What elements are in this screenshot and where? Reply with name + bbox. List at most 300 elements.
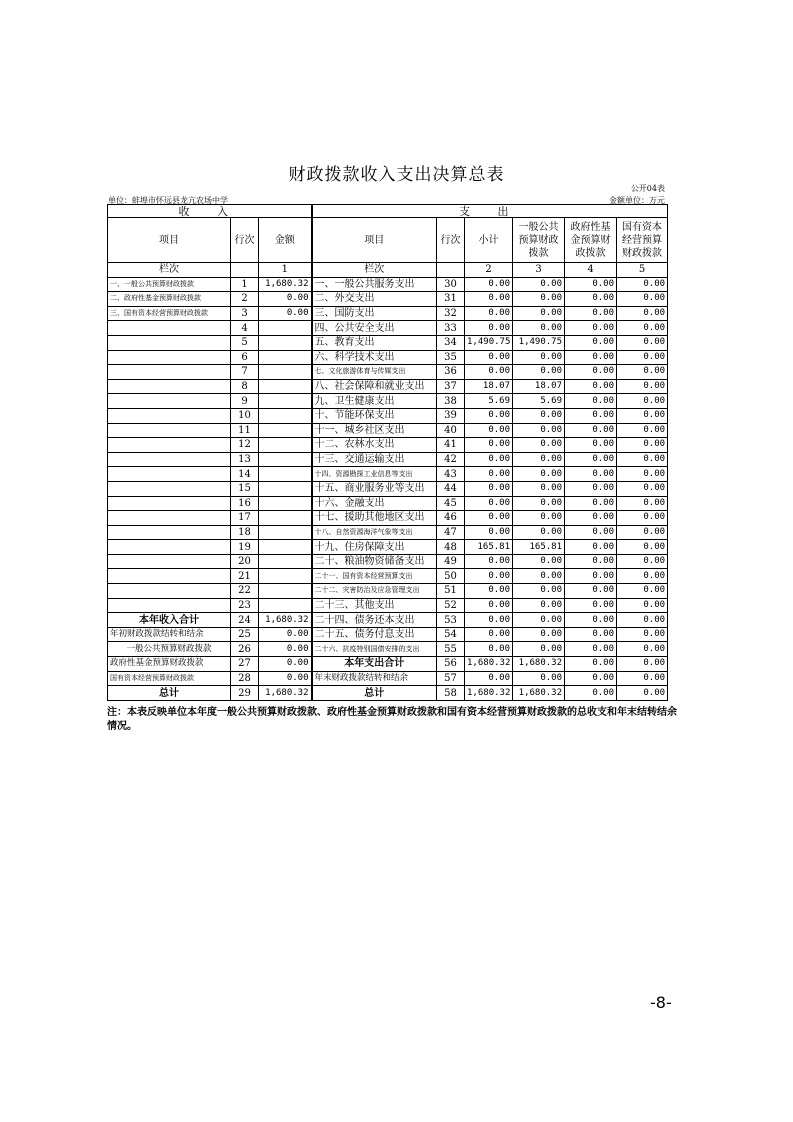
expense-general: 5.69 [513,394,565,409]
income-amount [259,365,312,380]
income-amount [259,496,312,511]
budget-table [107,204,668,701]
money-unit: 金额单位：万元 [609,196,665,205]
table-row [108,306,668,321]
income-line: 23 [231,598,259,613]
income-item: 三、国有资本经营预算财政拨款 [108,306,231,321]
expense-item: 十六、金融支出 [312,496,437,511]
income-amount [259,394,312,409]
income-item [108,496,231,511]
table-row [108,321,668,336]
income-line: 18 [231,525,259,540]
expense-fund: 0.00 [565,423,617,438]
expense-state: 0.00 [617,365,668,380]
expense-fund: 0.00 [565,467,617,482]
header-exp-item: 项目 [312,218,437,263]
table-row [108,350,668,365]
income-item [108,335,231,350]
expense-fund: 0.00 [565,438,617,453]
col-index-4: 4 [565,263,617,278]
expense-general: 0.00 [513,423,565,438]
expense-line: 54 [437,627,465,642]
table-row [108,423,668,438]
expense-general: 0.00 [513,627,565,642]
expense-state: 0.00 [617,277,668,292]
expense-fund: 0.00 [565,321,617,336]
expense-general: 0.00 [513,598,565,613]
expense-line: 58 [437,686,465,701]
income-item [108,540,231,555]
expense-subtotal: 0.00 [465,292,513,307]
expense-general: 165.81 [513,540,565,555]
income-line: 28 [231,671,259,686]
expense-line: 34 [437,335,465,350]
income-amount [259,379,312,394]
col-index-label: 栏次 [108,263,231,278]
expense-item: 十二、农林水支出 [312,438,437,453]
expense-line: 41 [437,438,465,453]
table-row [108,467,668,482]
expense-item: 十一、城乡社区支出 [312,423,437,438]
income-line: 4 [231,321,259,336]
expense-subtotal: 0.00 [465,481,513,496]
col-index-blank [231,263,259,278]
expense-state: 0.00 [617,481,668,496]
income-item [108,481,231,496]
expense-general: 0.00 [513,408,565,423]
page-title: 财政拨款收入支出决算总表 [288,165,505,185]
expense-subtotal: 0.00 [465,598,513,613]
expense-state: 0.00 [617,452,668,467]
income-amount: 0.00 [259,306,312,321]
expense-general: 0.00 [513,292,565,307]
expense-fund: 0.00 [565,379,617,394]
expense-item: 十、节能环保支出 [312,408,437,423]
expense-line: 39 [437,408,465,423]
income-amount [259,584,312,599]
expense-item: 十七、援助其他地区支出 [312,511,437,526]
income-amount: 1,680.32 [259,277,312,292]
income-line: 15 [231,481,259,496]
income-line: 8 [231,379,259,394]
expense-fund: 0.00 [565,306,617,321]
table-row [108,671,668,686]
expense-line: 44 [437,481,465,496]
expense-state: 0.00 [617,686,668,701]
expense-state: 0.00 [617,394,668,409]
expense-line: 30 [437,277,465,292]
income-amount: 1,680.32 [259,613,312,628]
expense-line: 48 [437,540,465,555]
expense-general: 0.00 [513,481,565,496]
table-row [108,627,668,642]
expense-subtotal: 5.69 [465,394,513,409]
expense-item: 二十三、其他支出 [312,598,437,613]
expense-state: 0.00 [617,569,668,584]
expense-state: 0.00 [617,642,668,657]
expense-fund: 0.00 [565,452,617,467]
expense-subtotal: 0.00 [465,452,513,467]
income-item [108,321,231,336]
income-amount [259,423,312,438]
expense-general: 0.00 [513,350,565,365]
expense-subtotal: 0.00 [465,613,513,628]
expense-item: 二十二、灾害防治及应急管理支出 [312,584,437,599]
table-row [108,277,668,292]
income-item [108,598,231,613]
table-row [108,496,668,511]
expense-general: 0.00 [513,525,565,540]
expense-state: 0.00 [617,540,668,555]
expense-general: 0.00 [513,277,565,292]
expense-fund: 0.00 [565,598,617,613]
table-row [108,452,668,467]
expense-subtotal: 0.00 [465,423,513,438]
expense-general: 0.00 [513,554,565,569]
expense-item: 八、社会保障和就业支出 [312,379,437,394]
expense-fund: 0.00 [565,686,617,701]
expense-state: 0.00 [617,511,668,526]
expense-line: 46 [437,511,465,526]
expense-state: 0.00 [617,438,668,453]
income-amount [259,350,312,365]
table-row [108,408,668,423]
income-line: 12 [231,438,259,453]
expense-state: 0.00 [617,335,668,350]
table-row [108,365,668,380]
income-item: 本年收入合计 [108,613,231,628]
income-section-label: 收 入 [108,205,312,218]
expense-fund: 0.00 [565,365,617,380]
header-general: 一般公共预算财政拨款 [513,218,565,263]
expense-state: 0.00 [617,671,668,686]
expense-subtotal: 0.00 [465,365,513,380]
header-amount: 金额 [259,218,312,263]
section-header-row [108,205,668,218]
income-line: 21 [231,569,259,584]
expense-item: 二、外交支出 [312,292,437,307]
expense-line: 53 [437,613,465,628]
expense-line: 50 [437,569,465,584]
expense-state: 0.00 [617,525,668,540]
income-amount [259,554,312,569]
income-line: 2 [231,292,259,307]
column-header-row [108,218,668,263]
income-item [108,408,231,423]
expense-subtotal: 0.00 [465,642,513,657]
expense-fund: 0.00 [565,496,617,511]
income-amount [259,467,312,482]
expense-fund: 0.00 [565,292,617,307]
expense-subtotal: 0.00 [465,321,513,336]
expense-line: 33 [437,321,465,336]
expense-fund: 0.00 [565,613,617,628]
expense-general: 1,680.32 [513,686,565,701]
table-row [108,584,668,599]
expense-subtotal: 18.07 [465,379,513,394]
expense-general: 0.00 [513,452,565,467]
expense-state: 0.00 [617,467,668,482]
income-line: 19 [231,540,259,555]
expense-fund: 0.00 [565,350,617,365]
income-item [108,365,231,380]
expense-item: 二十一、国有资本经营预算支出 [312,569,437,584]
expense-state: 0.00 [617,613,668,628]
expense-state: 0.00 [617,496,668,511]
header-line: 行次 [231,218,259,263]
income-line: 11 [231,423,259,438]
expense-item: 二十五、债务付息支出 [312,627,437,642]
expense-fund: 0.00 [565,335,617,350]
col-index-3: 3 [513,263,565,278]
income-amount: 0.00 [259,671,312,686]
income-line: 29 [231,686,259,701]
income-item: 政府性基金预算财政拨款 [108,657,231,672]
income-item [108,511,231,526]
income-item [108,554,231,569]
income-line: 22 [231,584,259,599]
income-line: 5 [231,335,259,350]
income-item: 一般公共预算财政拨款 [108,642,231,657]
income-line: 14 [231,467,259,482]
col-index-row [108,263,668,278]
income-item [108,438,231,453]
expense-fund: 0.00 [565,627,617,642]
expense-fund: 0.00 [565,525,617,540]
income-item [108,452,231,467]
income-item [108,394,231,409]
expense-fund: 0.00 [565,569,617,584]
expense-subtotal: 0.00 [465,627,513,642]
income-item [108,423,231,438]
expense-state: 0.00 [617,379,668,394]
income-amount: 0.00 [259,292,312,307]
header-state: 国有资本经营预算财政拨款 [617,218,668,263]
expense-general: 1,490.75 [513,335,565,350]
expense-item: 十九、住房保障支出 [312,540,437,555]
expense-state: 0.00 [617,657,668,672]
income-line: 3 [231,306,259,321]
table-row [108,540,668,555]
income-line: 10 [231,408,259,423]
expense-subtotal: 0.00 [465,467,513,482]
income-line: 17 [231,511,259,526]
income-line: 1 [231,277,259,292]
table-row [108,657,668,672]
expense-fund: 0.00 [565,277,617,292]
expense-line: 40 [437,423,465,438]
expense-subtotal: 1,490.75 [465,335,513,350]
table-row [108,525,668,540]
table-row [108,686,668,701]
income-line: 9 [231,394,259,409]
table-row [108,613,668,628]
expense-general: 0.00 [513,613,565,628]
table-row [108,292,668,307]
income-item: 一、一般公共预算财政拨款 [108,277,231,292]
expense-fund: 0.00 [565,481,617,496]
income-amount [259,335,312,350]
col-index-exp-label: 栏次 [312,263,437,278]
income-line: 24 [231,613,259,628]
income-item: 总计 [108,686,231,701]
expense-line: 37 [437,379,465,394]
income-amount [259,540,312,555]
income-item [108,569,231,584]
expense-fund: 0.00 [565,408,617,423]
expense-state: 0.00 [617,554,668,569]
expense-state: 0.00 [617,408,668,423]
expense-general: 0.00 [513,642,565,657]
expense-subtotal: 0.00 [465,438,513,453]
expense-line: 32 [437,306,465,321]
col-index-1: 1 [259,263,312,278]
expense-fund: 0.00 [565,540,617,555]
header-item: 项目 [108,218,231,263]
expense-subtotal: 0.00 [465,496,513,511]
expense-subtotal: 165.81 [465,540,513,555]
expense-item: 十五、商业服务业等支出 [312,481,437,496]
expense-fund: 0.00 [565,584,617,599]
income-line: 27 [231,657,259,672]
expense-item: 二十四、债务还本支出 [312,613,437,628]
expense-subtotal: 0.00 [465,671,513,686]
expense-item: 一、一般公共服务支出 [312,277,437,292]
income-item: 国有资本经营预算财政拨款 [108,671,231,686]
expense-item: 四、公共安全支出 [312,321,437,336]
table-row [108,379,668,394]
expense-subtotal: 0.00 [465,277,513,292]
income-line: 7 [231,365,259,380]
expense-line: 35 [437,350,465,365]
expense-subtotal: 0.00 [465,584,513,599]
expense-general: 0.00 [513,467,565,482]
col-index-blank-2 [437,263,465,278]
expense-general: 0.00 [513,321,565,336]
col-index-5: 5 [617,263,668,278]
expense-general: 0.00 [513,438,565,453]
expense-line: 55 [437,642,465,657]
expense-item: 本年支出合计 [312,657,437,672]
income-amount: 1,680.32 [259,686,312,701]
expense-state: 0.00 [617,423,668,438]
table-row [108,335,668,350]
income-amount [259,525,312,540]
expense-subtotal: 1,680.32 [465,686,513,701]
expense-subtotal: 0.00 [465,511,513,526]
expense-subtotal: 0.00 [465,408,513,423]
income-amount [259,438,312,453]
income-line: 25 [231,627,259,642]
expense-line: 51 [437,584,465,599]
expense-line: 36 [437,365,465,380]
expense-line: 52 [437,598,465,613]
expense-line: 45 [437,496,465,511]
income-line: 26 [231,642,259,657]
expense-general: 0.00 [513,496,565,511]
expense-line: 43 [437,467,465,482]
form-code: 公开04表 [630,184,665,193]
income-amount [259,321,312,336]
expense-general: 0.00 [513,569,565,584]
expense-general: 0.00 [513,511,565,526]
expense-state: 0.00 [617,584,668,599]
expense-general: 0.00 [513,306,565,321]
expense-item: 十八、自然资源海洋气象等支出 [312,525,437,540]
expense-state: 0.00 [617,306,668,321]
income-line: 6 [231,350,259,365]
expense-subtotal: 0.00 [465,306,513,321]
table-row [108,438,668,453]
income-item [108,525,231,540]
income-item [108,584,231,599]
expense-fund: 0.00 [565,511,617,526]
expense-state: 0.00 [617,321,668,336]
table-row [108,598,668,613]
income-amount [259,511,312,526]
expense-item: 六、科学技术支出 [312,350,437,365]
footnote: 注：本表反映单位本年度一般公共预算财政拨款、政府性基金预算财政拨款和国有资本经营预算财政拨款的总收支和年末结转结余情况。 [107,707,677,732]
income-amount [259,569,312,584]
expense-item: 二十、粮油物资储备支出 [312,554,437,569]
expense-line: 47 [437,525,465,540]
expense-item: 九、卫生健康支出 [312,394,437,409]
expense-general: 0.00 [513,671,565,686]
table-row [108,569,668,584]
expense-item: 十四、资源勘探工业信息等支出 [312,467,437,482]
income-amount [259,598,312,613]
expense-fund: 0.00 [565,657,617,672]
income-amount [259,408,312,423]
table-row [108,554,668,569]
expense-subtotal: 0.00 [465,350,513,365]
expense-line: 42 [437,452,465,467]
income-amount: 0.00 [259,642,312,657]
expense-line: 56 [437,657,465,672]
expense-general: 18.07 [513,379,565,394]
expense-line: 31 [437,292,465,307]
income-line: 20 [231,554,259,569]
expense-state: 0.00 [617,627,668,642]
expense-subtotal: 0.00 [465,525,513,540]
expense-line: 57 [437,671,465,686]
expense-fund: 0.00 [565,642,617,657]
header-exp-line: 行次 [437,218,465,263]
expense-fund: 0.00 [565,671,617,686]
expense-fund: 0.00 [565,554,617,569]
expense-item: 五、教育支出 [312,335,437,350]
income-item: 年初财政拨款结转和结余 [108,627,231,642]
table-row [108,642,668,657]
income-line: 16 [231,496,259,511]
income-item [108,379,231,394]
expense-general: 1,680.32 [513,657,565,672]
header-subtotal: 小计 [465,218,513,263]
expense-item: 年末财政拨款结转和结余 [312,671,437,686]
expense-subtotal: 0.00 [465,554,513,569]
expense-item: 总计 [312,686,437,701]
expense-item: 二十六、抗疫特别国债安排的支出 [312,642,437,657]
table-row [108,481,668,496]
expense-line: 49 [437,554,465,569]
income-amount [259,481,312,496]
expense-state: 0.00 [617,598,668,613]
table-row [108,394,668,409]
expense-general: 0.00 [513,584,565,599]
unit-name: 单位：蚌埠市怀远县龙亢农场中学 [108,196,228,205]
expense-general: 0.00 [513,365,565,380]
expense-item: 三、国防支出 [312,306,437,321]
